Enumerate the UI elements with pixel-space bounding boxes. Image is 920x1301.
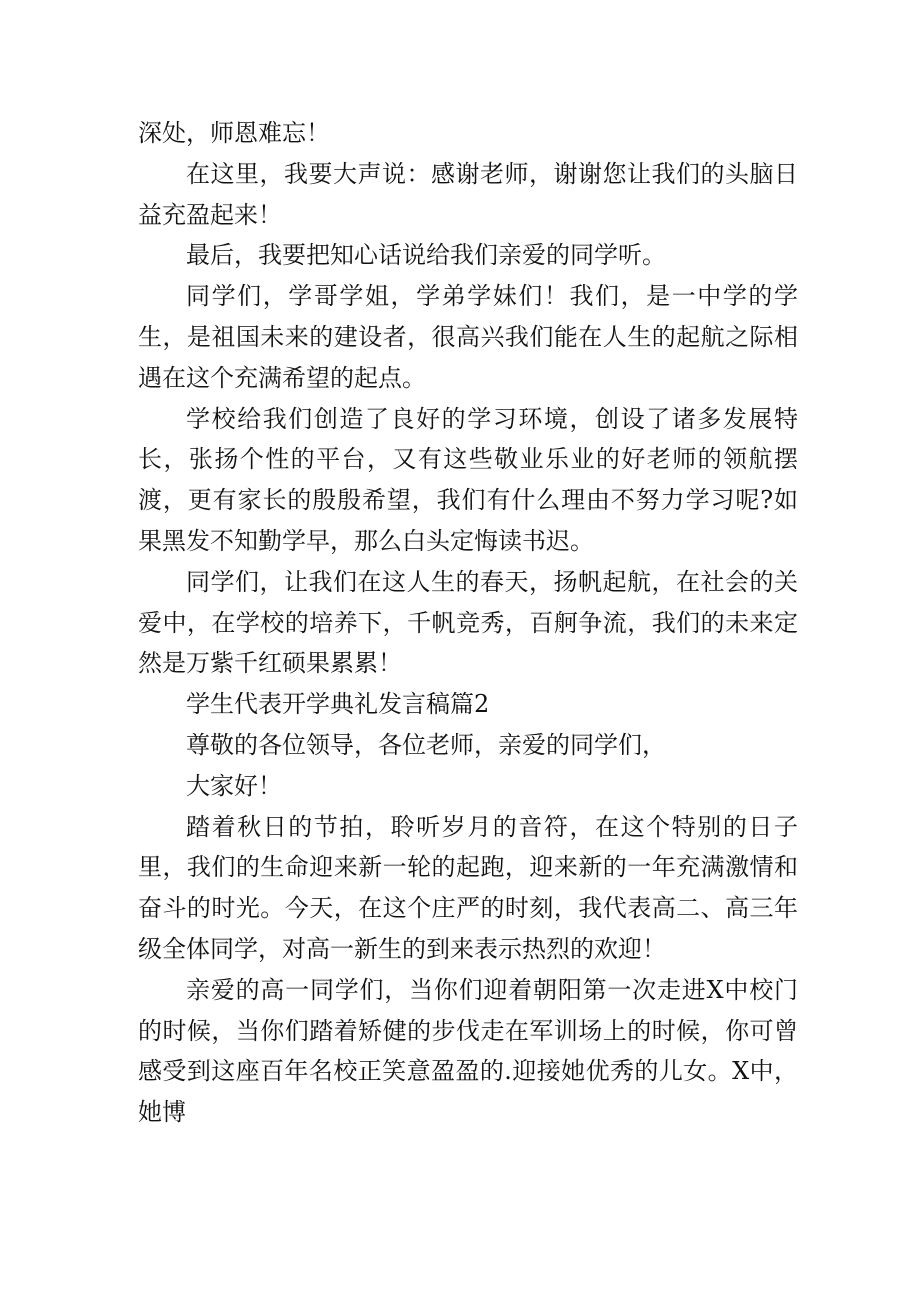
section-heading: 学生代表开学典礼发言稿篇2 xyxy=(186,690,490,719)
document-body xyxy=(138,113,798,1133)
paragraph-set-sail: 同学们，让我们在这人生的春天，扬帆起航，在社会的关爱中，在学校的培养下，千帆竞秀，百舸争流，我们的未来定然是万紫千红硕果累累！ xyxy=(138,567,798,678)
paragraph-to-classmates: 最后，我要把知心话说给我们亲爱的同学听。 xyxy=(186,241,666,270)
paragraph-continuation: 深处，师恩难忘！ xyxy=(138,119,330,147)
paragraph-school-environment: 学校给我们创造了良好的学习环境，创设了诸多发展特长，张扬个性的平台，又有这些敬业乐业的好老师的领航摆渡，更有家长的殷殷希望，我们有什么理由不努力学习呢?如果黑发不知勤学早，那么白头定悔读书迟。 xyxy=(138,404,798,555)
paragraph-freshmen: 亲爱的高一同学们，当你们迎着朝阳第一次走进X中校门的时候，当你们踏着矫健的步伐走在军训场上的时候，你可曾感受到这座百年名校正笑意盈盈的.迎接她优秀的儿女。X中，她博 xyxy=(138,975,798,1127)
paragraph-thanks-teacher: 在这里，我要大声说：感谢老师，谢谢您让我们的头脑日益充盈起来！ xyxy=(138,159,798,229)
paragraph-greeting: 大家好！ xyxy=(186,771,282,800)
paragraph-classmates-address: 同学们，学哥学姐，学弟学妹们！我们，是一中学的学生，是祖国未来的建设者，很高兴我们能在人生的起航之际相遇在这个充满希望的起点。 xyxy=(138,282,798,392)
paragraph-autumn: 踏着秋日的节拍，聆听岁月的音符，在这个特别的日子里，我们的生命迎来新一轮的起跑，迎来新的一年充满激情和奋斗的时光。今天，在这个庄严的时刻，我代表高二、高三年级全体同学，对高一新生的到来表示热烈的欢迎！ xyxy=(138,812,798,963)
paragraph-salutation: 尊敬的各位领导，各位老师，亲爱的同学们， xyxy=(186,730,666,759)
